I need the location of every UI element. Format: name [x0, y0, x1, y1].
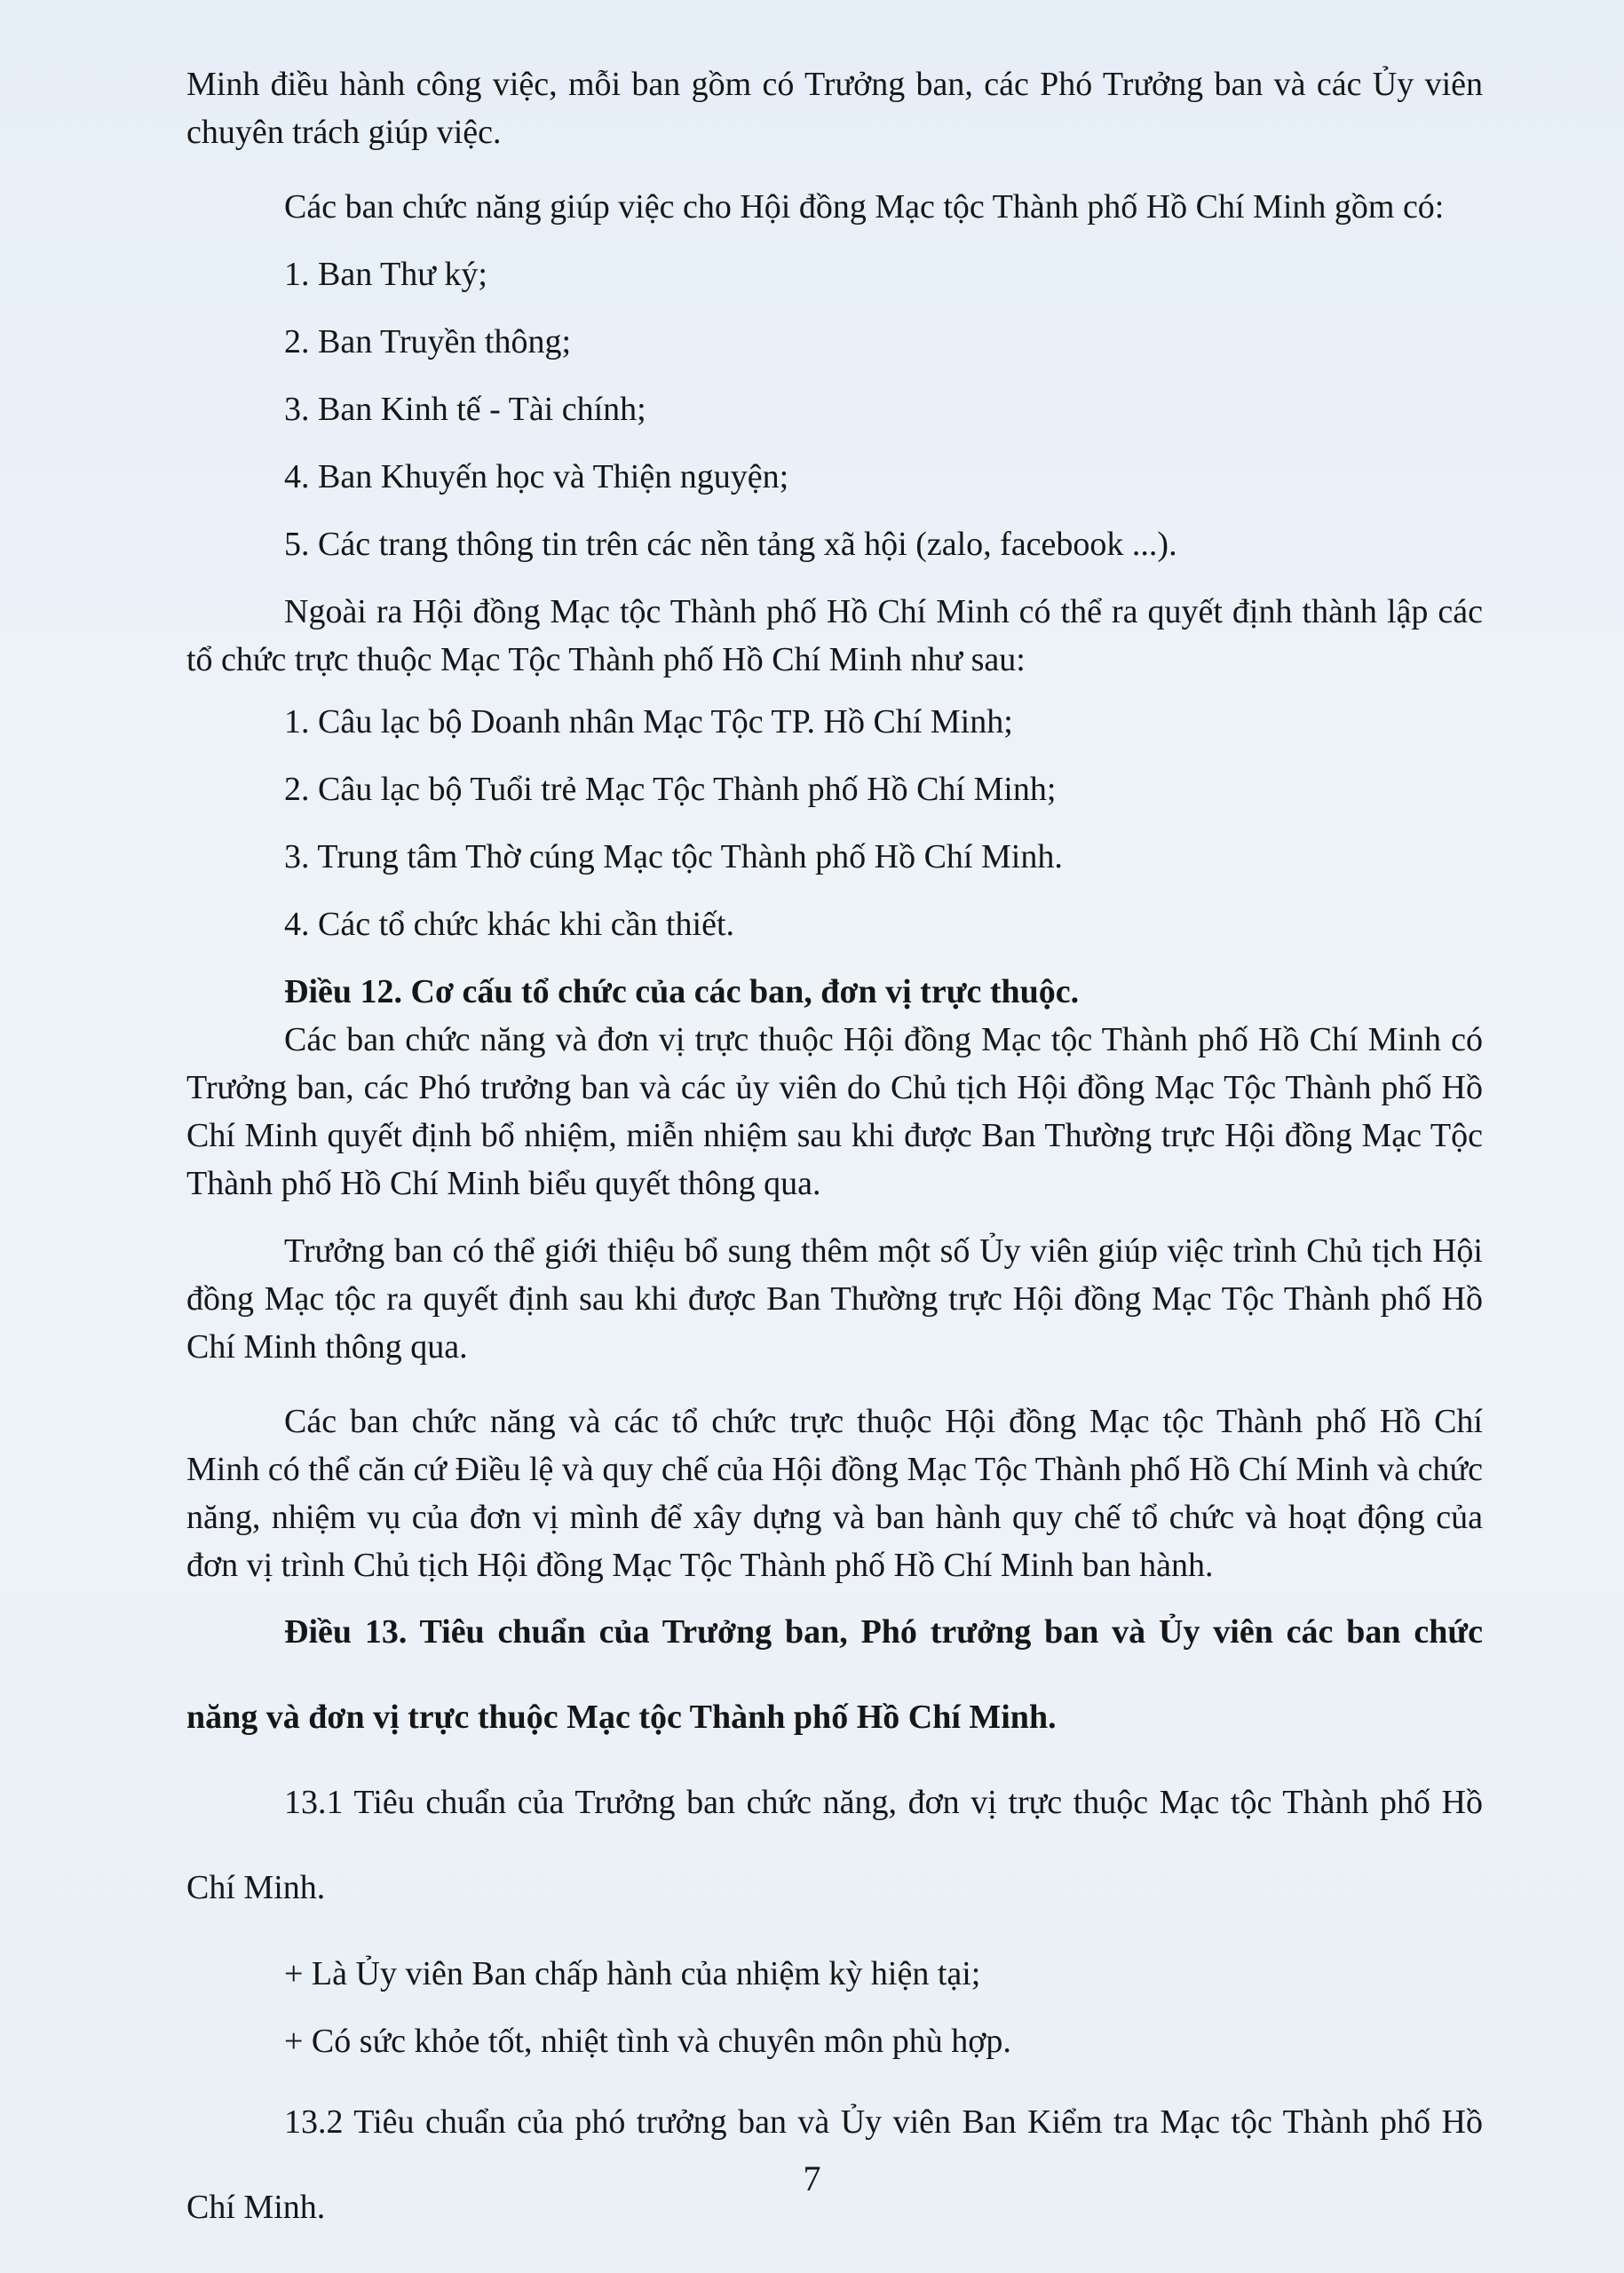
list-item: 2. Câu lạc bộ Tuổi trẻ Mạc Tộc Thành phố Hồ Chí Minh;	[284, 771, 1057, 808]
affiliated-orgs-list	[186, 698, 1483, 948]
list-item: 3. Trung tâm Thờ cúng Mạc tộc Thành phố Hồ Chí Minh.	[284, 838, 1063, 875]
paragraph-13-2: 13.2 Tiêu chuẩn của phó trưởng ban và Ủy viên Ban Kiểm tra Mạc tộc Thành phố Hồ Chí Minh.	[186, 2103, 1483, 2226]
head-criteria-list	[186, 1950, 1483, 2065]
list-item: + Là Ủy viên Ban chấp hành của nhiệm kỳ hiện tại;	[284, 1955, 981, 1992]
article-13-heading: Điều 13. Tiêu chuẩn của Trưởng ban, Phó trưởng ban và Ủy viên các ban chức năng và đơn vị trực thuộc Mạc tộc Thành phố Hồ Chí Minh.	[186, 1613, 1483, 1736]
paragraph-article-12-nomination: Trưởng ban có thể giới thiệu bổ sung thêm một số Ủy viên giúp việc trình Chủ tịch Hội đồng Mạc tộc ra quyết định sau khi được Ban Thường trực Hội đồng Mạc Tộc Thành phố Hồ Chí Minh thông qua.	[186, 1232, 1483, 1366]
list-item: 1. Ban Thư ký;	[284, 256, 487, 293]
paragraph-13-1: 13.1 Tiêu chuẩn của Trưởng ban chức năng, đơn vị trực thuộc Mạc tộc Thành phố Hồ Chí Minh.	[186, 1784, 1483, 1906]
list-item: 3. Ban Kinh tế - Tài chính;	[284, 391, 646, 428]
paragraph-continuation: Minh điều hành công việc, mỗi ban gồm có Trưởng ban, các Phó Trưởng ban và các Ủy viên chuyên trách giúp việc.	[186, 66, 1483, 151]
paragraph-functional-boards-intro: Các ban chức năng giúp việc cho Hội đồng Mạc tộc Thành phố Hồ Chí Minh gồm có:	[284, 188, 1445, 226]
page-body	[186, 60, 1483, 2250]
functional-boards-list	[186, 250, 1483, 568]
list-item: 2. Ban Truyền thông;	[284, 323, 572, 360]
list-item: + Có sức khỏe tốt, nhiệt tình và chuyên môn phù hợp.	[284, 2023, 1011, 2060]
paragraph-article-12-regulations: Các ban chức năng và các tổ chức trực thuộc Hội đồng Mạc tộc Thành phố Hồ Chí Minh có thể căn cứ Điều lệ và quy chế của Hội đồng Mạc Tộc Thành phố Hồ Chí Minh và chức năng, nhiệm vụ của đơn vị mình để xây dựng và ban hành quy chế tổ chức và hoạt động của đơn vị trình Chủ tịch Hội đồng Mạc Tộc Thành phố Hồ Chí Minh ban hành.	[186, 1403, 1483, 1584]
paragraph-article-12-body: Các ban chức năng và đơn vị trực thuộc Hội đồng Mạc tộc Thành phố Hồ Chí Minh có Trưởng ban, các Phó trưởng ban và các ủy viên do Chủ tịch Hội đồng Mạc Tộc Thành phố Hồ Chí Minh quyết định bổ nhiệm, miễn nhiệm sau khi được Ban Thường trực Hội đồng Mạc Tộc Thành phố Hồ Chí Minh biểu quyết thông qua.	[186, 1021, 1483, 1202]
list-item: 1. Câu lạc bộ Doanh nhân Mạc Tộc TP. Hồ Chí Minh;	[284, 703, 1013, 741]
paragraph-affiliated-orgs-intro: Ngoài ra Hội đồng Mạc tộc Thành phố Hồ Chí Minh có thể ra quyết định thành lập các tổ chức trực thuộc Mạc Tộc Thành phố Hồ Chí Minh như sau:	[186, 593, 1483, 678]
article-12-heading: Điều 12. Cơ cấu tổ chức của các ban, đơn vị trực thuộc.	[284, 973, 1080, 1010]
list-item: 4. Ban Khuyến học và Thiện nguyện;	[284, 458, 789, 495]
list-item: 4. Các tổ chức khác khi cần thiết.	[284, 906, 735, 943]
list-item: 5. Các trang thông tin trên các nền tảng xã hội (zalo, facebook ...).	[284, 526, 1177, 563]
page-number: 7	[803, 2158, 821, 2198]
